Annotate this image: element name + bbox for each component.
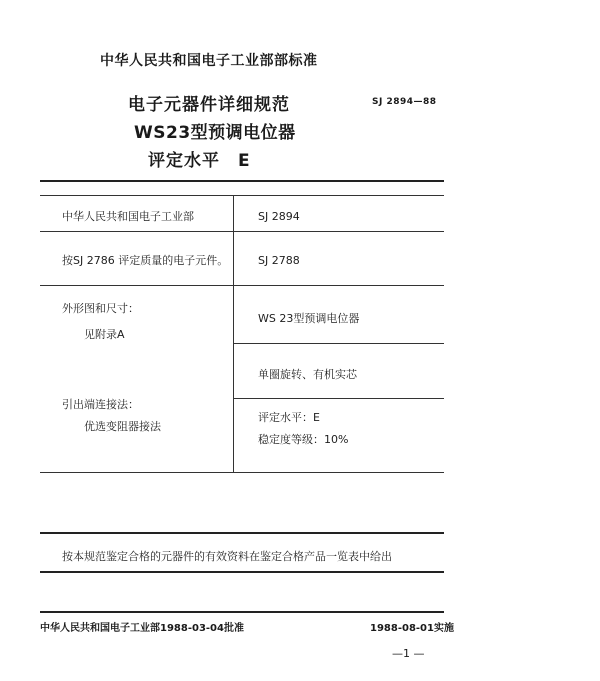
spec-title-line3: 评定水平 E bbox=[148, 151, 251, 171]
table-bottom-rule bbox=[40, 472, 444, 473]
note-bottom-rule bbox=[40, 571, 444, 573]
stability-cell: 稳定度等级：10% bbox=[258, 433, 349, 446]
note-top-rule bbox=[40, 532, 444, 534]
lead-value: 优选变阻器接法 bbox=[84, 420, 161, 433]
basic-spec-cell: SJ 2788 bbox=[258, 254, 300, 267]
table-column-divider bbox=[233, 195, 234, 472]
approval-date: 中华人民共和国电子工业部1988-03-04批准 bbox=[40, 623, 244, 634]
outline-value: 见附录A bbox=[84, 328, 125, 341]
outline-label: 外形图和尺寸： bbox=[62, 302, 139, 315]
table-row-divider bbox=[40, 285, 444, 286]
page-number: —1 — bbox=[392, 647, 425, 660]
spec-code: SJ 2894—88 bbox=[372, 97, 437, 107]
issuer-cell: 中华人民共和国电子工业部 bbox=[62, 210, 194, 223]
number-cell: SJ 2894 bbox=[258, 210, 300, 223]
type-desc-cell: 单圈旋转、有机实芯 bbox=[258, 368, 357, 381]
effective-date: 1988-08-01实施 bbox=[370, 623, 454, 634]
spec-title-line1: 电子元器件详细规范 bbox=[128, 95, 290, 115]
page-title: 中华人民共和国电子工业部部标准 bbox=[100, 53, 318, 69]
spec-title-line2: WS23型预调电位器 bbox=[134, 123, 296, 143]
basis-cell: 按SJ 2786 评定质量的电子元件。 bbox=[62, 254, 229, 267]
level-cell: 评定水平：E bbox=[258, 411, 320, 424]
lead-label: 引出端连接法： bbox=[62, 398, 139, 411]
table-row-divider bbox=[40, 231, 444, 232]
table-top-rule-thin bbox=[40, 195, 444, 196]
footer-rule bbox=[40, 611, 444, 613]
product-cell: WS 23型预调电位器 bbox=[258, 312, 360, 325]
note-text: 按本规范鉴定合格的元器件的有效资料在鉴定合格产品一览表中给出 bbox=[62, 550, 392, 563]
table-right-divider bbox=[233, 398, 444, 399]
table-top-rule-thick bbox=[40, 180, 444, 182]
table-right-divider bbox=[233, 343, 444, 344]
